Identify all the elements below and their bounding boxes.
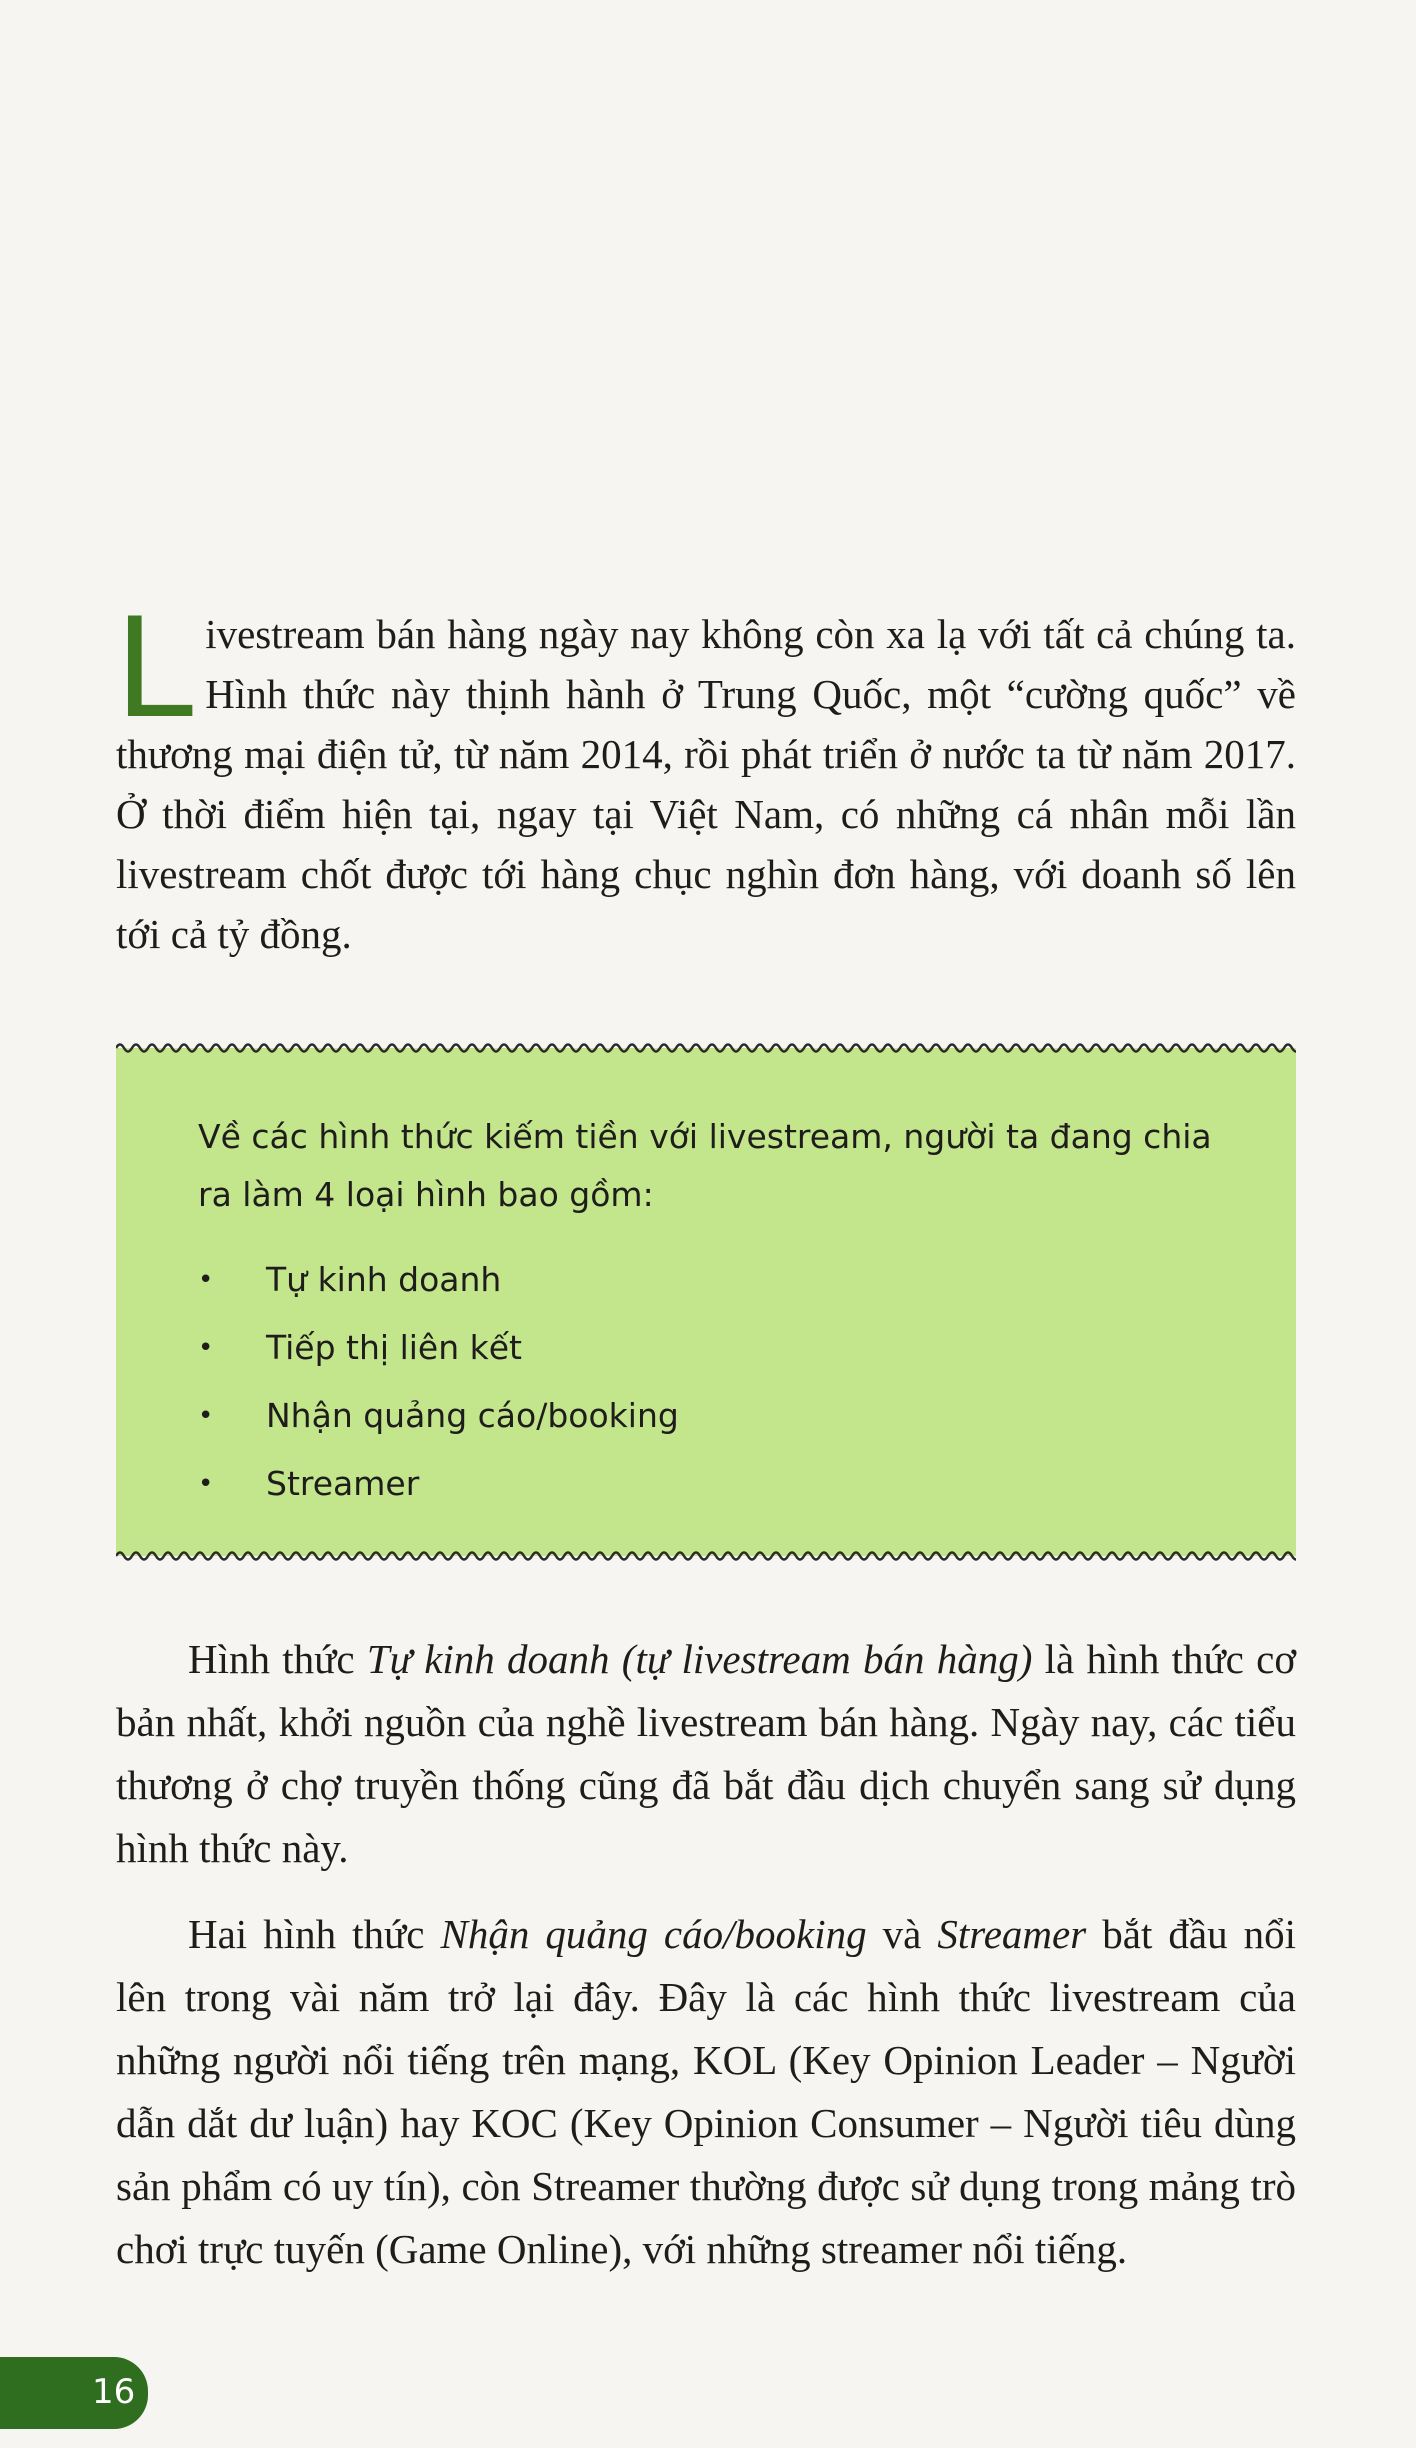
wavy-border-top	[116, 1040, 1296, 1056]
list-item	[198, 1314, 1238, 1382]
list-item-text: Nhận quảng cáo/booking	[266, 1396, 679, 1435]
bullet-icon: •	[198, 1469, 214, 1499]
para1-emphasis: Tự kinh doanh (tự livestream bán hàng)	[366, 1636, 1033, 1682]
para2-emphasis-1: Nhận quảng cáo/booking	[440, 1911, 867, 1957]
callout-intro: Về các hình thức kiếm tiền với livestream, người ta đang chia ra làm 4 loại hình bao gồm:	[198, 1117, 1212, 1214]
list-item	[198, 1246, 1238, 1314]
list-item	[198, 1450, 1238, 1518]
callout-list	[198, 1246, 1238, 1518]
list-item-text: Tự kinh doanh	[266, 1260, 502, 1299]
bullet-icon: •	[198, 1333, 214, 1363]
wavy-border-bottom	[116, 1548, 1296, 1564]
para1-text-b: là hình thức cơ bản nhất, khởi nguồn của nghề livestream bán hàng. Ngày nay, các tiểu thương ở chợ truyền thống cũng đã bắt đầu dịch chuyển sang sử dụng hình thức này.	[116, 1636, 1297, 1871]
para2-emphasis-2: Streamer	[937, 1911, 1087, 1957]
drop-cap: L	[116, 584, 198, 747]
bullet-icon: •	[198, 1401, 214, 1431]
list-item	[198, 1382, 1238, 1450]
list-item-text: Tiếp thị liên kết	[266, 1328, 522, 1367]
bullet-icon: •	[198, 1265, 214, 1295]
callout-box	[116, 1048, 1296, 1556]
para1-text-a: Hình thức	[188, 1636, 367, 1682]
para2-text-c: bắt đầu nổi lên trong vài năm trở lại đây. Đây là các hình thức livestream của những người nổi tiếng trên mạng, KOL (Key Opinion Leader – Người dẫn dắt dư luận) hay KOC (Key Opinion Consumer – Người tiêu dùng sản phẩm có uy tín), còn Streamer thường được sử dụng trong mảng trò chơi trực tuyến (Game Online), với những streamer nổi tiếng.	[116, 1911, 1296, 2272]
body-paragraph-2	[116, 1903, 1296, 2281]
callout-content	[198, 1108, 1238, 1518]
page-number: 16	[92, 2372, 136, 2412]
para2-text-a: Hai hình thức	[188, 1911, 441, 1957]
intro-paragraph	[116, 584, 1296, 964]
body-paragraph-1	[116, 1628, 1296, 1880]
list-item-text: Streamer	[266, 1464, 420, 1503]
intro-text: ivestream bán hàng ngày nay không còn xa lạ với tất cả chúng ta. Hình thức này thịnh hành ở Trung Quốc, một “cường quốc” về thương mại điện tử, từ năm 2014, rồi phát triển ở nước ta từ năm 2017. Ở thời điểm hiện tại, ngay tại Việt Nam, có những cá nhân mỗi lần livestream chốt được tới hàng chục nghìn đơn hàng, với doanh số lên tới cả tỷ đồng.	[116, 611, 1296, 957]
para2-text-b: và	[866, 1911, 938, 1957]
